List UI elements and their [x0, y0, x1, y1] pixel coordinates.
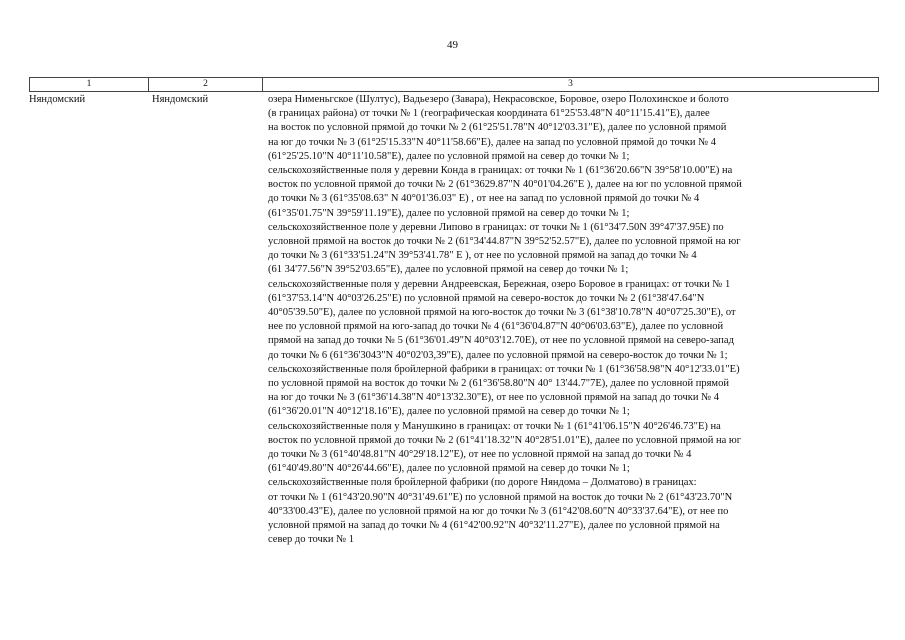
column-header-1: 1	[29, 78, 148, 91]
description-line: до точки № 6 (61°36'3043"N 40°02'03,39"E), далее по условной прямой на северо-восток до точки № 1;	[268, 349, 728, 361]
description-line: до точки № 3 (61°33'51.24"N 39°53'41.78" E ), от нее по условной прямой на запад до точки № 4	[268, 250, 697, 262]
description-line: сельскохозяйственное поле у деревни Липово в границах: от точки № 1 (61°34'7.50N 39°47'37.95E) по	[268, 221, 724, 233]
data-table	[29, 77, 879, 548]
description-line: условной прямой на запад до точки № 4 (61°42'00.92"N 40°32'11.27"E), далее по условной прямой на	[268, 520, 720, 532]
column-header-3: 3	[262, 78, 879, 91]
description-line: до точки № 3 (61°35'08.63" N 40°01'36.03" E) , от нее на запад по условной прямой до точки № 4	[268, 193, 700, 205]
description-line: 40°05'39.50"E), далее по условной прямой на юго-восток до точки № 3 (61°38'10.78"N 40°07'25.30"E), от	[268, 307, 736, 319]
column-header-2: 2	[148, 78, 262, 91]
district-cell: Няндомский	[29, 94, 86, 105]
description-line: озера Нименьгское (Шултус), Вадьезеро (Завара), Некрасовское, Боровое, озеро Полохинское и болото	[268, 94, 729, 105]
table-header-row	[29, 77, 879, 92]
description-line: нее по условной прямой на юго-запад до точки № 4 (61°36'04.87"N 40°06'03.63"E), далее по условной	[268, 321, 724, 333]
description-line: север до точки № 1	[268, 534, 355, 546]
description-line: прямой на запад до точки № 5 (61°36'01.49"N 40°03'12.70E), от нее по условной прямой на северо-запад	[268, 335, 734, 347]
description-line: от точки № 1 (61°43'20.90"N 40°31'49.61"E) по условной прямой на восток до точки № 2 (61°43'23.70"N	[268, 491, 733, 503]
description-line: сельскохозяйственные поля у Манушкино в границах: от точки № 1 (61°41'06.15"N 40°26'46.73"E) на	[268, 420, 721, 432]
description-line: сельскохозяйственные поля бройлерной фабрики (по дороге Няндома – Долматово) в границах:	[268, 477, 697, 489]
description-line: (61°35'01.75"N 39°59'11.19"E), далее по условной прямой на север до точки № 1;	[268, 207, 630, 219]
description-line: (61°25'25.10"N 40°11'10.58"E), далее по условной прямой на север до точки № 1;	[268, 150, 630, 162]
description-line: (61°37'53.14"N 40°03'26.25"E) по условной прямой на северо-восток до точки № 2 (61°38'47.64"N	[268, 292, 705, 304]
description-line: на юг до точки № 3 (61°36'14.38"N 40°13'32.30"E), от нее по условной прямой на запад до точки № 4	[268, 392, 720, 404]
description-line: на юг до точки № 3 (61°25'15.33"N 40°11'58.66"E), далее на запад по условной прямой до точки № 4	[268, 136, 717, 148]
description-line: (61 34'77.56"N 39°52'03.65"E), далее по условной прямой на север до точки № 1;	[268, 264, 629, 276]
page-number: 49	[447, 39, 458, 51]
description-line: восток по условной прямой до точки № 2 (61°3629.87"N 40°01'04.26"E ), далее на юг по условной прямой	[268, 179, 742, 191]
description-cell	[262, 92, 879, 548]
description-line: по условной прямой на восток до точки № 2 (61°36'58.80"N 40° 13'44.7"7E), далее по условной прямой	[268, 378, 729, 390]
territory-cell: Няндомский	[152, 94, 209, 105]
description-line: 40°33'00.43"E), далее по условной прямой на юг до точки № 3 (61°42'08.60"N 40°33'37.64"E), от нее по	[268, 505, 729, 517]
description-line: (61°36'20.01"N 40°12'18.16"E), далее по условной прямой на север до точки № 1;	[268, 406, 630, 418]
description-line: до точки № 3 (61°40'48.81"N 40°29'18.12"E), от нее по условной прямой на запад до точки № 4	[268, 449, 692, 461]
description-line: сельскохозяйственные поля у деревни Конда в границах: от точки № 1 (61°36'20.66"N 39°58'10.00"E) на	[268, 165, 733, 177]
description-line: на восток по условной прямой до точки № 2 (61°25'51.78"N 40°12'03.31"E), далее по условной прямой	[268, 122, 727, 134]
table-row	[29, 92, 879, 548]
description-line: (в границах района) от точки № 1 (географическая координата 61°25'53.48"N 40°11'15.41"E), далее	[268, 108, 710, 120]
description-line: (61°40'49.80"N 40°26'44.66"E), далее по условной прямой на север до точки № 1;	[268, 463, 630, 475]
description-line: восток по условной прямой до точки № 2 (61°41'18.32"N 40°28'51.01"E), далее по условной прямой на юг	[268, 434, 742, 446]
description-line: условной прямой на восток до точки № 2 (61°34'44.87"N 39°52'52.57"E), далее по условной прямой на юг	[268, 236, 741, 248]
description-line: сельскохозяйственные поля бройлерной фабрики в границах: от точки № 1 (61°36'58.98"N 40°12'33.01"E)	[268, 363, 740, 375]
description-line: сельскохозяйственные поля у деревни Андреевская, Бережная, озеро Боровое в границах: от точки № 1	[268, 278, 731, 290]
